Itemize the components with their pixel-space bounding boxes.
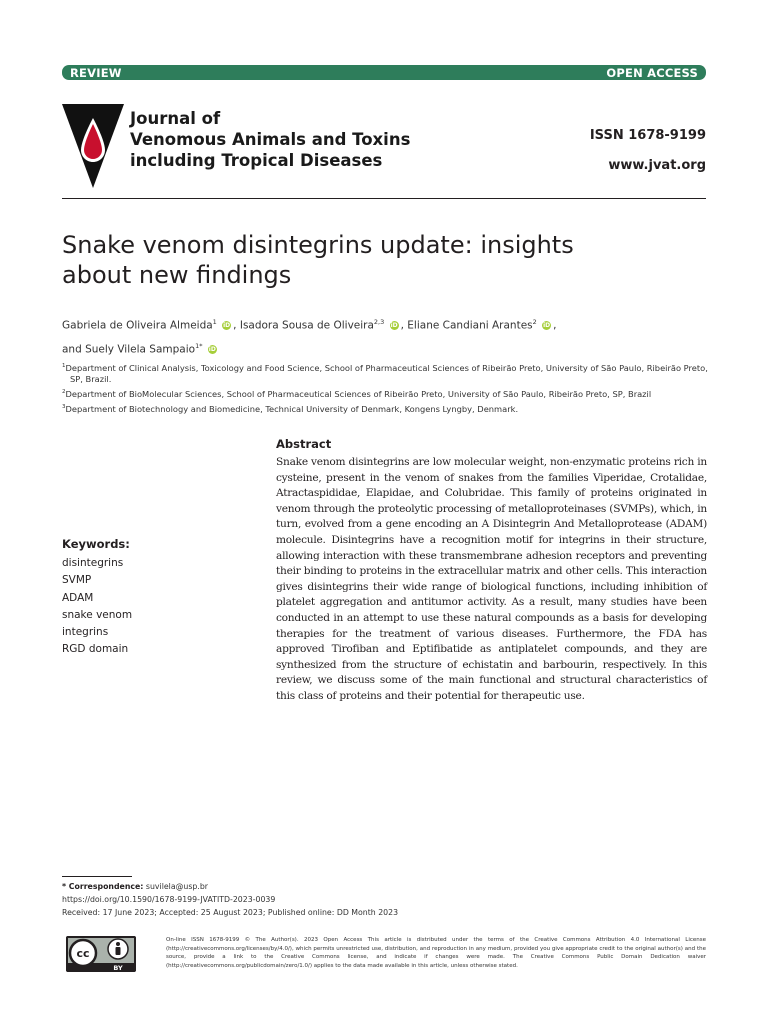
affiliation: [62, 402, 712, 415]
correspondence-block: [62, 880, 398, 919]
authors-joiner: and: [62, 343, 82, 355]
article-title-line2: about new findings: [62, 261, 292, 289]
keyword-item: SVMP: [62, 574, 92, 587]
affiliation-text-cont: SP, Brazil.: [70, 374, 112, 385]
journal-name-line2: Venomous Animals and Toxins: [130, 130, 411, 149]
affiliation-number: 2: [62, 389, 66, 395]
journal-name: [130, 108, 410, 171]
affiliation-text: Department of Clinical Analysis, Toxicology and Food Science, School of Pharmaceutical Sciences of Ribeirão Preto, University of São Paulo, Ribeirão Preto,: [65, 362, 708, 373]
affiliation-text: Department of Biotechnology and Biomedicine, Technical University of Denmark, Kongens Lyngby, Denmark.: [65, 403, 519, 414]
affiliation: [62, 361, 712, 386]
correspondence-label: * Correspondence:: [62, 882, 144, 891]
article-type-bar: [62, 65, 706, 80]
open-access-label: OPEN ACCESS: [606, 65, 698, 80]
journal-website-link[interactable]: www.jvat.org: [608, 158, 706, 173]
author-affiliation-sup: 2: [532, 318, 537, 326]
article-dates: Received: 17 June 2023; Accepted: 25 August 2023; Published online: DD Month 2023: [62, 908, 399, 917]
cc-by-license-icon[interactable]: [66, 936, 136, 972]
author-affiliation-sup: 1*: [195, 341, 203, 350]
article-title: [62, 230, 662, 290]
abstract-body: Snake venom disintegrins are low molecular weight, non-enzymatic proteins rich in cysteine, present in the venom of snakes from the families Viperidae, Crotalidae, Atractaspididae, Elapidae, and Colubridae. This family of proteins originated in venom through the proteolytic processing of metalloproteinases (SVMPs), which, in turn, evolved from a gene encoding an A Disintegrin And Metalloprotease (ADAM) molecule. Disintegrins have a recognition motif for integrins in their structure, allowing interaction with these transmembrane adhesion receptors and preventing their binding to proteins in the extracellular matrix and other cells. This interaction gives disintegrins their wide range of biological functions, including inhibition of platelet aggregation and antitumor activity. As a result, many studies have been conducted in an attempt to use these natural compounds as a basis for developing therapies for the treatment of various diseases. Furthermore, the FDA has approved Tirofiban and Eptifibatide as antiplatelet compounds, and they are synthesized from the structure of echistatin and barbourin, respectively. In this review, we discuss some of the main functional and structural characteristics of this class of proteins and their potential for therapeutic use.: [276, 456, 707, 702]
affiliation: [62, 387, 712, 400]
journal-name-line1: Journal of: [130, 109, 221, 128]
footnote-divider: [62, 876, 132, 877]
orcid-icon[interactable]: iD: [543, 322, 551, 329]
abstract-heading: Abstract: [276, 437, 332, 451]
author-name: Suely Vilela Sampaio: [85, 343, 196, 355]
correspondence-email-link[interactable]: suvilela@usp.br: [145, 882, 208, 891]
author-affiliation-sup: 2,3: [373, 318, 385, 326]
author-affiliation-sup: 1: [212, 318, 217, 326]
review-label: REVIEW: [70, 65, 122, 80]
affiliation-number: 3: [62, 404, 66, 410]
keyword-item: ADAM: [62, 591, 94, 604]
affiliation-number: 1: [62, 363, 66, 369]
author-name: Eliane Candiani Arantes: [407, 319, 533, 332]
article-title-line1: Snake venom disintegrins update: insights: [62, 231, 574, 259]
orcid-icon[interactable]: iD: [208, 345, 216, 353]
author-list: Gabriela de Oliveira Almeida$^1$ iD , Isadora Sousa de Oliveira$^{2,3}$ iD , Eliane Candiani Arantes$^2$ iD , and Suely Vilela Sampaio$^{1*}$ iD: [62, 318, 557, 355]
orcid-icon[interactable]: iD: [390, 322, 398, 329]
author-name: Isadora Sousa de Oliveira: [239, 319, 374, 332]
journal-name-line3: including Tropical Diseases: [130, 151, 383, 170]
header-divider: [62, 198, 706, 199]
author-name: Gabriela de Oliveira Almeida: [62, 319, 213, 332]
by-label: BY: [113, 964, 123, 972]
issn: ISSN 1678-9199: [589, 128, 706, 143]
cc-label: cc: [76, 947, 90, 960]
keyword-item: disintegrins: [62, 557, 124, 569]
affiliation-text: Department of BioMolecular Sciences, School of Pharmaceutical Sciences of Ribeirão Preto, University of São Paulo, Ribeirão Preto, SP, Brazil: [65, 388, 652, 399]
keywords-list: [62, 555, 132, 659]
license-text: On-line ISSN 1678-9199 © The Author(s). 2023 Open Access This article is distributed under the terms of the Creative Commons Attribution 4.0 International License (http://creativecommons.org/licenses/by/4.0/), which permits unrestricted use, distribution, and reproduction in any medium, provided you give appropriate credit to the original author(s) and the source, provide a link to the Creative Commons license, and indicate if changes were made. The Creative Commons Public Domain Dedication waiver (http://creativecommons.org/publicdomain/zero/1.0/) applies to the data made available in this article, unless otherwise stated.: [166, 937, 706, 969]
doi-link[interactable]: https://doi.org/10.1590/1678-9199-JVATITD-2023-0039: [62, 895, 276, 904]
jvat-logo-icon: [62, 104, 124, 188]
keyword-item: integrins: [62, 626, 109, 639]
orcid-icon[interactable]: iD: [223, 322, 231, 329]
keywords-heading: Keywords:: [62, 537, 130, 551]
keyword-item: snake venom: [62, 608, 133, 621]
keyword-item: RGD domain: [62, 643, 129, 656]
